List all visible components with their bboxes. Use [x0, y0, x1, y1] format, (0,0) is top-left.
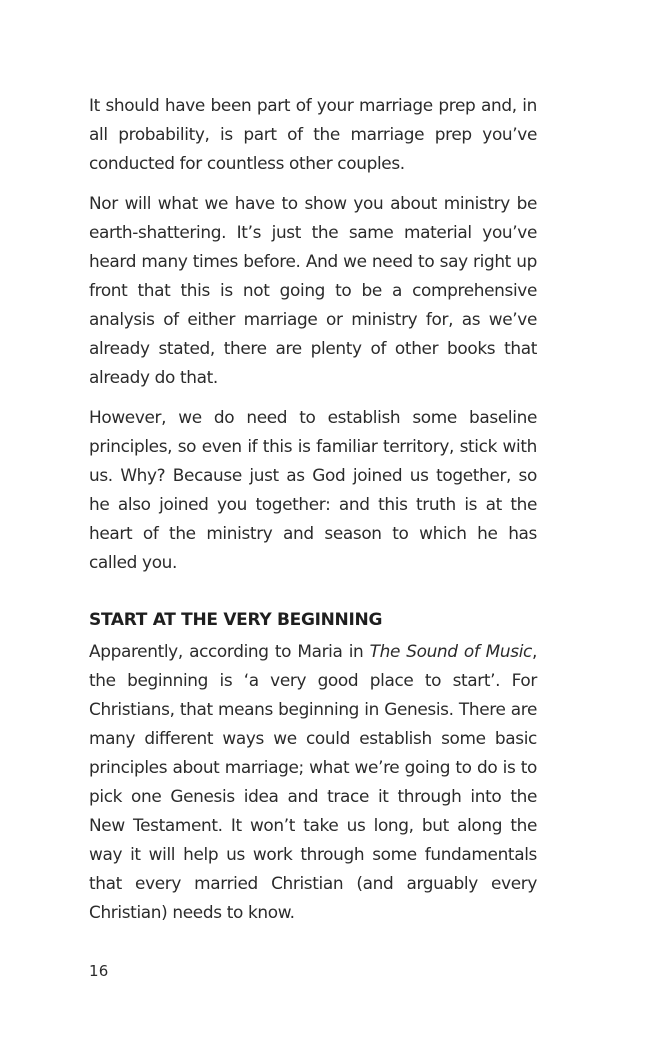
- paragraph-1: It should have been part of your marriage prep and, in all probability, is part of the marriage prep you’ve conducted for countless other couples.: [89, 95, 537, 173]
- book-title: The Sound of Music: [369, 641, 532, 661]
- page-number: 16: [89, 962, 109, 980]
- paragraph-4-lead: Apparently, according to Maria in: [89, 641, 370, 661]
- paragraph-2: Nor will what we have to show you about ministry be earth-shattering. It’s just the same material you’ve heard many times before. And we need to say right up front that this is not going to be a comprehensive analysis of either marriage or ministry for, as we’ve already stated, there are plenty of other books that already do that.: [89, 193, 537, 387]
- page-body: [89, 91, 537, 938]
- paragraph-4-rest: , the beginning is ‘a very good place to start’. For Christians, that means beginning in Genesis. There are many different ways we could establish some basic principles about marriage; what we’re going to do is to pick one Genesis idea and trace it through into the New Testament. It won’t take us long, but along the way it will help us work through some fundamentals that every married Christian (and arguably every Christian) needs to know.: [89, 641, 538, 922]
- paragraph-4: [89, 637, 537, 927]
- section-heading: START AT THE VERY BEGINNING: [89, 610, 383, 630]
- paragraph-3: However, we do need to establish some baseline principles, so even if this is familiar territory, stick with us. Why? Because just as God joined us together, so he also joined you together: and this truth is at the heart of the ministry and season to which he has called you.: [89, 407, 537, 572]
